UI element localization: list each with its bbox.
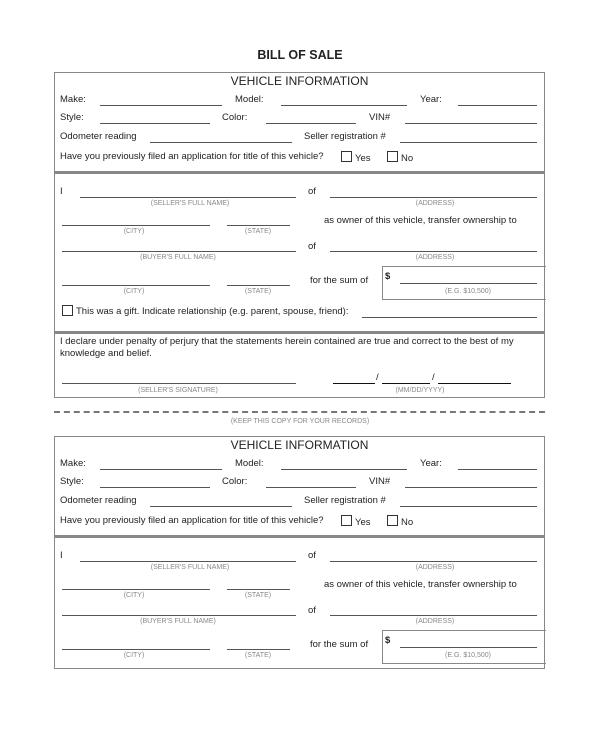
buyer-state-field[interactable] [227,285,290,286]
sum-hint: (E.G. $10,500) [445,288,491,295]
seller-registration-label: Seller registration # [304,495,386,506]
seller-address-field[interactable] [330,197,537,198]
of-label: of [308,605,316,616]
seller-state-hint: (STATE) [244,228,272,235]
seller-signature-hint: (SELLER'S SIGNATURE) [138,387,218,394]
style-label: Style: [60,476,84,487]
dollar-sign: $ [385,635,391,646]
transfer-text: as owner of this vehicle, transfer ownership to [324,215,517,226]
transfer-text: as owner of this vehicle, transfer ownership to [324,579,517,590]
style-field[interactable] [100,123,210,124]
seller-registration-label: Seller registration # [304,131,386,142]
gift-text: This was a gift. Indicate relationship (e.g. parent, spouse, friend): [76,306,349,317]
odometer-field[interactable] [150,142,292,143]
sum-hint: (E.G. $10,500) [445,652,491,659]
relationship-field[interactable] [362,317,537,318]
model-label: Model: [235,458,264,469]
buyer-city-field[interactable] [62,649,210,650]
document-title: BILL OF SALE [257,48,343,62]
no-checkbox[interactable] [387,151,398,162]
make-label: Make: [60,458,86,469]
vin-label: VIN# [369,112,391,123]
cut-line [54,411,545,413]
of-label: of [308,186,316,197]
yes-checkbox[interactable] [341,515,352,526]
make-field[interactable] [100,105,222,106]
of-label: of [308,241,316,252]
seller-state-field[interactable] [227,589,290,590]
color-field[interactable] [266,123,356,124]
no-label: No [401,517,414,528]
sum-label: for the sum of [310,275,369,286]
style-label: Style: [60,112,84,123]
title-question: Have you previously filed an application for title of this vehicle? [60,151,324,162]
model-field[interactable] [281,469,407,470]
keep-copy-note: (KEEP THIS COPY FOR YOUR RECORDS) [230,418,370,425]
model-field[interactable] [281,105,407,106]
date-day-field[interactable] [382,383,430,384]
buyer-address-field[interactable] [330,251,537,252]
buyer-name-hint: (BUYER'S FULL NAME) [140,618,216,625]
style-field[interactable] [100,487,210,488]
sum-field[interactable] [400,283,537,284]
make-field[interactable] [100,469,222,470]
seller-registration-field[interactable] [400,142,537,143]
buyer-city-hint: (CITY) [123,652,145,659]
vin-field[interactable] [405,123,537,124]
vehicle-info-heading: VEHICLE INFORMATION [230,74,369,88]
gift-checkbox[interactable] [62,305,73,316]
model-label: Model: [235,94,264,105]
sum-label: for the sum of [310,639,369,650]
no-label: No [401,153,414,164]
seller-name-field[interactable] [80,561,296,562]
i-label: I [60,186,63,197]
buyer-address-hint: (ADDRESS) [415,254,455,261]
seller-city-hint: (CITY) [123,228,145,235]
seller-city-field[interactable] [62,589,210,590]
date-month-field[interactable] [333,383,375,384]
seller-state-field[interactable] [227,225,290,226]
color-label: Color: [222,112,248,123]
seller-name-hint: (SELLER'S FULL NAME) [150,200,230,207]
odometer-field[interactable] [150,506,292,507]
color-label: Color: [222,476,248,487]
buyer-name-field[interactable] [62,251,296,252]
seller-name-field[interactable] [80,197,296,198]
seller-registration-field[interactable] [400,506,537,507]
seller-city-field[interactable] [62,225,210,226]
seller-signature-field[interactable] [62,383,296,384]
bill-of-sale-copy [54,72,545,402]
odometer-label: Odometer reading [60,495,137,506]
odometer-label: Odometer reading [60,131,137,142]
buyer-state-hint: (STATE) [244,652,272,659]
buyer-name-hint: (BUYER'S FULL NAME) [140,254,216,261]
buyer-city-field[interactable] [62,285,210,286]
dollar-sign: $ [385,271,391,282]
seller-address-hint: (ADDRESS) [415,564,455,571]
vehicle-info-heading: VEHICLE INFORMATION [230,438,369,452]
seller-state-hint: (STATE) [244,592,272,599]
buyer-state-hint: (STATE) [244,288,272,295]
buyer-state-field[interactable] [227,649,290,650]
title-question: Have you previously filed an application for title of this vehicle? [60,515,324,526]
buyer-name-field[interactable] [62,615,296,616]
date-separator: / [376,372,379,383]
year-label: Year: [420,94,442,105]
date-hint: (MM/DD/YYYY) [395,387,445,394]
i-label: I [60,550,63,561]
no-checkbox[interactable] [387,515,398,526]
bill-of-sale-copy-records [54,436,545,676]
year-label: Year: [420,458,442,469]
buyer-address-field[interactable] [330,615,537,616]
make-label: Make: [60,94,86,105]
vin-field[interactable] [405,487,537,488]
vin-label: VIN# [369,476,391,487]
color-field[interactable] [266,487,356,488]
of-label: of [308,550,316,561]
buyer-city-hint: (CITY) [123,288,145,295]
yes-checkbox[interactable] [341,151,352,162]
year-field[interactable] [458,105,537,106]
seller-address-field[interactable] [330,561,537,562]
seller-name-hint: (SELLER'S FULL NAME) [150,564,230,571]
year-field[interactable] [458,469,537,470]
sum-field[interactable] [400,647,537,648]
yes-label: Yes [355,517,371,528]
date-separator: / [432,372,435,383]
seller-address-hint: (ADDRESS) [415,200,455,207]
yes-label: Yes [355,153,371,164]
declaration-text: I declare under penalty of perjury that the statements herein contained are true and correct to the best of my knowledge and belief. [60,336,514,359]
seller-city-hint: (CITY) [123,592,145,599]
buyer-address-hint: (ADDRESS) [415,618,455,625]
date-year-field[interactable] [438,383,511,384]
